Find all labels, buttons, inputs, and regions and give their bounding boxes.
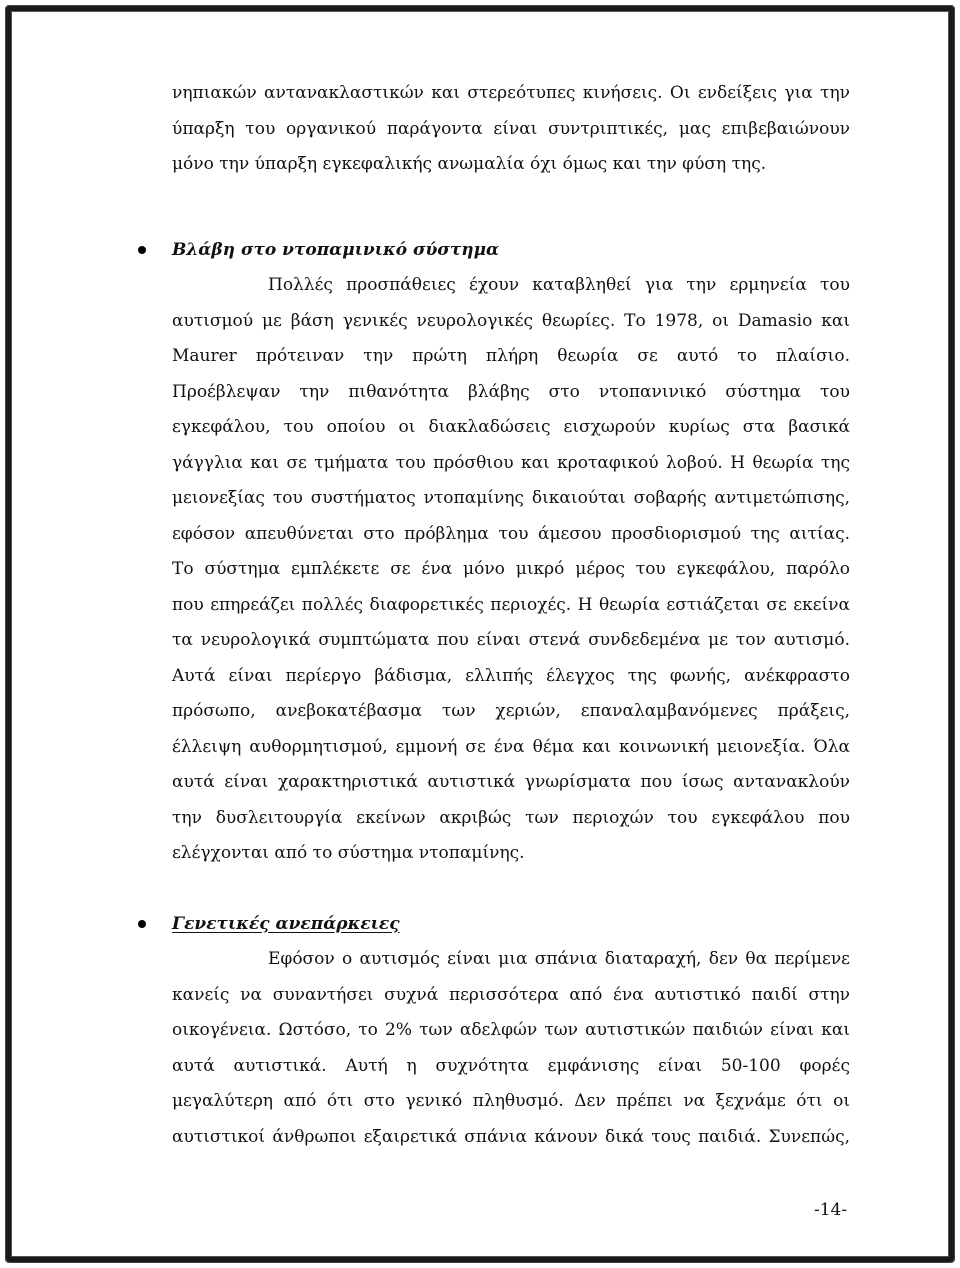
text-line: Maurer πρότειναν την πρώτη πλήρη θεωρία σε αυτό το πλαίσιο.: [172, 346, 850, 366]
text-line: νηπιακών αντανακλαστικών και στερεότυπες κινήσεις. Οι ενδείξεις για την: [172, 83, 850, 103]
section-heading: Γενετικές ανεπάρκειες: [172, 913, 400, 934]
section-dopamine: [172, 233, 850, 872]
text-line: αυτά είναι χαρακτηριστικά αυτιστικά γνωρίσματα που ίσως αντανακλούν: [172, 772, 850, 792]
text-line: έλλειψη αυθορμητισμού, εμμονή σε ένα θέμα και κοινωνική μειονεξία. Όλα: [172, 736, 850, 757]
text-line: Εφόσον ο αυτισμός είναι μια σπάνια διαταραχή, δεν θα περίμενε: [268, 949, 850, 969]
text-line: ελέγχονται από το σύστημα ντοπαμίνης.: [172, 843, 525, 863]
text-line: ύπαρξη του οργανικού παράγοντα είναι συντριπτικές, μας επιβεβαιώνουν: [172, 118, 850, 139]
text-line: αυτισμού με βάση γενικές νευρολογικές θεωρίες. Το 1978, οι Damasio και: [172, 310, 850, 331]
text-line: κανείς να συναντήσει συχνά περισσότερα από ένα αυτιστικό παιδί στην: [172, 984, 850, 1005]
text-line: Αυτά είναι περίεργο βάδισμα, ελλιπής έλεγχος της φωνής, ανέκφραστο: [172, 665, 850, 686]
page-number: -14-: [814, 1200, 848, 1220]
text-line: Το σύστημα εμπλέκετε σε ένα μόνο μικρό μέρος του εγκεφάλου, παρόλο: [172, 559, 850, 579]
bullet-icon: [138, 246, 146, 254]
section-genetic: [172, 907, 850, 1156]
text-line: γάγγλια και σε τμήματα του πρόσθιου και κροταφικού λοβού. Η θεωρία της: [172, 452, 850, 473]
text-line: πρόσωπο, ανεβοκατέβασμα των χεριών, επαναλαμβανόμενες πράξεις,: [172, 701, 850, 721]
text-line: που επηρεάζει πολλές διαφορετικές περιοχές. Η θεωρία εστιάζεται σε εκείνα: [172, 594, 850, 615]
section-heading-row: [172, 233, 850, 269]
text-line: εγκεφάλου, του οποίου οι διακλαδώσεις εισχωρούν κυρίως στα βασικά: [172, 417, 850, 437]
text-line: αυτά αυτιστικά. Αυτή η συχνότητα εμφάνισης είναι 50-100 φορές: [172, 1055, 850, 1076]
text-line: Πολλές προσπάθειες έχουν καταβληθεί για την ερμηνεία του: [268, 275, 850, 295]
section-heading: Βλάβη στο ντοπαμινικό σύστημα: [172, 239, 500, 260]
text-line: μεγαλύτερη από ότι στο γενικό πληθυσμό. Δεν πρέπει να ξεχνάμε ότι οι: [172, 1091, 850, 1111]
text-line: τα νευρολογικά συμπτώματα που είναι στενά συνδεδεμένα με τον αυτισμό.: [172, 630, 850, 650]
text-line: μειονεξίας του συστήματος ντοπαμίνης δικαιούται σοβαρής αντιμετώπισης,: [172, 488, 850, 508]
text-line: αυτιστικοί άνθρωποι εξαιρετικά σπάνια κάνουν δικά τους παιδιά. Συνεπώς,: [172, 1126, 850, 1147]
text-line: την δυσλειτουργία εκείνων ακριβώς των περιοχών του εγκεφάλου που: [172, 807, 850, 828]
document-body: [172, 76, 850, 1155]
intro-paragraph: [172, 76, 850, 183]
text-line: μόνο την ύπαρξη εγκεφαλικής ανωμαλία όχι όμως και την φύση της.: [172, 154, 767, 174]
text-line: οικογένεια. Ωστόσο, το 2% των αδελφών των αυτιστικών παιδιών είναι και: [172, 1020, 850, 1040]
text-line: εφόσον απευθύνεται στο πρόβλημα του άμεσου προσδιορισμού της αιτίας.: [172, 523, 850, 544]
text-line: Προέβλεψαν την πιθανότητα βλάβης στο ντοπανινικό σύστημα του: [172, 381, 850, 402]
section-heading-row: [172, 907, 850, 943]
bullet-icon: [138, 920, 146, 928]
